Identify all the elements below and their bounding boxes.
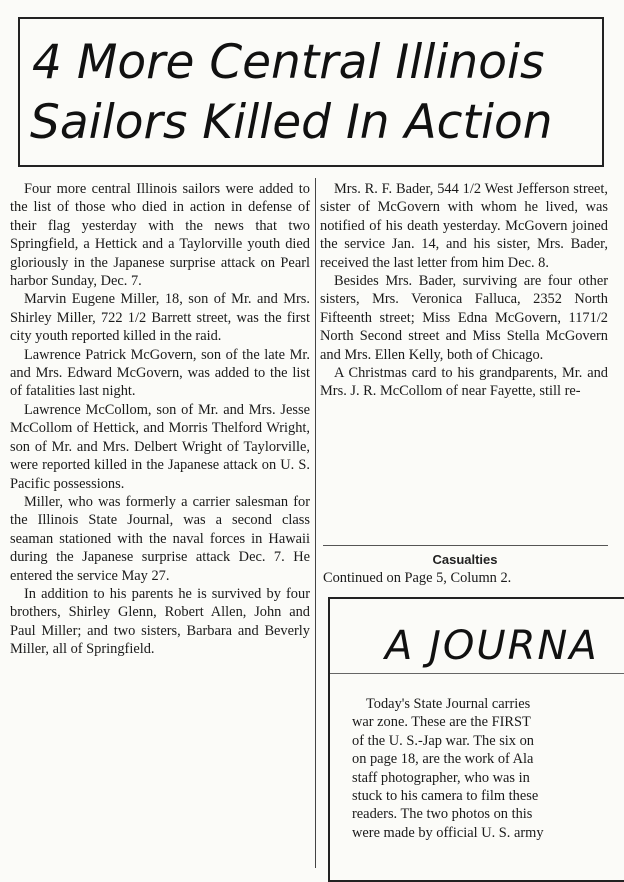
journal-divider: [330, 673, 624, 674]
headline-box: [18, 17, 604, 167]
journal-box: [328, 597, 624, 882]
journal-heading: A JOURNA: [385, 623, 599, 669]
headline-line-1: 4 More Central Illinois: [32, 35, 545, 90]
continuation-heading: Casualties: [432, 552, 498, 567]
article-paragraph: Marvin Eugene Miller, 18, son of Mr. and Mrs. Shirley Miller, 722 1/2 Barrett street, was the first city youth reported killed in the raid.: [10, 291, 310, 345]
journal-text: [352, 695, 624, 842]
article-paragraph: Lawrence McCollom, son of Mr. and Mrs. Jesse McCollom of Hettick, and Morris Thelford Wright, son of Mr. and Mrs. Delbert Wright of Taylorville, were reported killed in the Japanese attack on U. S. Pacific possessions.: [10, 401, 310, 492]
article-paragraph: Miller, who was formerly a carrier salesman for the Illinois State Journal, was a second class seaman stationed with the naval forces in Hawaii during the Japanese surprise attack Dec. 7. He entered the service May 27.: [10, 493, 310, 584]
continuation-divider: [323, 545, 608, 546]
headline-line-2: Sailors Killed In Action: [30, 95, 553, 150]
article-paragraph: In addition to his parents he is survived by four brothers, Shirley Glenn, Robert Allen, John and Paul Miller; and two sisters, Barbara and Beverly Miller, all of Springfield.: [10, 585, 310, 658]
journal-line: stuck to his camera to film these: [352, 788, 539, 805]
journal-line: on page 18, are the work of Ala: [352, 751, 534, 768]
journal-line: war zone. These are the FIRST: [352, 714, 531, 731]
continuation-note: Continued on Page 5, Column 2.: [323, 570, 512, 586]
journal-line: staff photographer, who was in: [352, 769, 530, 786]
journal-line: were made by official U. S. army: [352, 824, 544, 841]
article-paragraph: A Christmas card to his grandparents, Mr. and Mrs. J. R. McCollom of near Fayette, still re-: [320, 365, 608, 400]
article-paragraph: Four more central Illinois sailors were added to the list of those who died in action in defense of their flag yesterday with the news that two Springfield, a Hettick and a Taylorville youth died gloriously in the Japanese surprise attack on Pearl harbor Sunday, Dec. 7.: [10, 181, 310, 290]
journal-line: readers. The two photos on this: [352, 806, 533, 823]
journal-line: Today's State Journal carries: [366, 696, 531, 712]
column-divider: [315, 178, 316, 868]
article-paragraph: Besides Mrs. Bader, surviving are four other sisters, Mrs. Veronica Falluca, 2352 North Fifteenth street; Miss Edna McGovern, 1171/2 North Second street and Miss Stella McGovern and Mrs. Ellen Kelly, both of Chicago.: [320, 273, 608, 363]
article-column-right: [320, 180, 608, 401]
article-paragraph: Mrs. R. F. Bader, 544 1/2 West Jefferson street, sister of McGovern with whom he lived, was notified of his death yesterday. McGovern joined the service Jan. 14, and his sister, Mrs. Bader, received the last letter from him Dec. 8.: [320, 181, 608, 271]
journal-line: of the U. S.-Jap war. The six on: [352, 732, 534, 749]
article-paragraph: Lawrence Patrick McGovern, son of the late Mr. and Mrs. Edward McGovern, was added to the list of fatalities last night.: [10, 346, 310, 400]
article-column-left: [10, 180, 310, 659]
